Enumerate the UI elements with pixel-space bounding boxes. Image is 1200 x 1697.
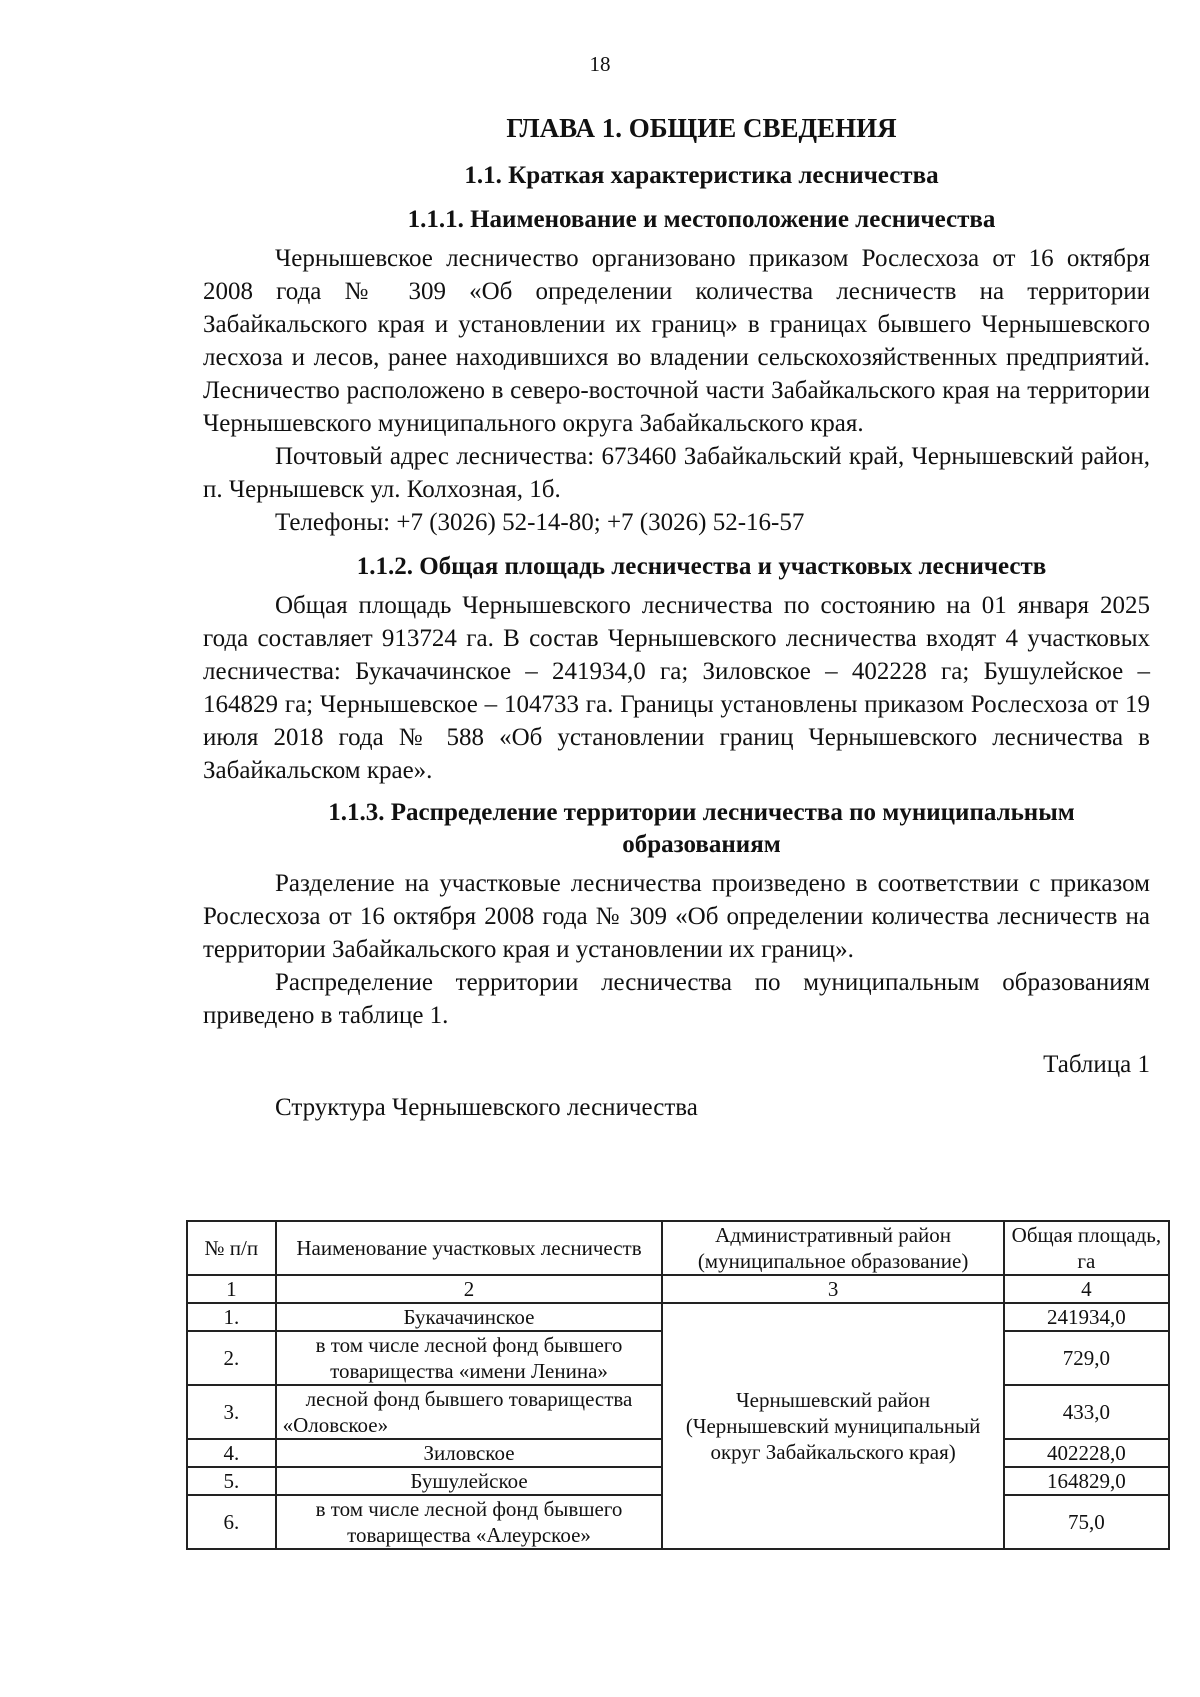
- area-value: 75,0: [1004, 1495, 1169, 1549]
- column-number: 2: [276, 1275, 663, 1303]
- header-cell: Наименование участковых лесничеств: [276, 1221, 663, 1275]
- column-number-row: [187, 1275, 1169, 1303]
- section-title-line: образованиям: [622, 831, 781, 858]
- column-number: 3: [662, 1275, 1003, 1303]
- paragraph: Распределение территории лесничества по муниципальным образованиям приведено в таблице 1.: [203, 969, 1150, 1029]
- row-number: 6.: [187, 1495, 276, 1549]
- section-title-line: 1.1.3. Распределение территории лесничества по муниципальным: [328, 799, 1075, 826]
- forestry-name: лесной фонд бывшего товарищества «Оловское»: [276, 1385, 663, 1439]
- forestry-name: Зиловское: [276, 1439, 663, 1467]
- forestry-name: Бушулейское: [276, 1467, 663, 1495]
- paragraph: Общая площадь Чернышевского лесничества по состоянию на 01 января 2025 года составляет 913724 га. В состав Чернышевского лесничества входят 4 участковых лесничества: Букачачинское – 241934,0 га; Зиловское – 402228 га; Бушулейское – 164829 га; Чернышевское – 104733 га. Границы установлены приказом Рослесхоза от 19 июля 2018 года № 588 «Об установлении границ Чернышевского лесничества в Забайкальском крае».: [203, 592, 1150, 784]
- row-number: 5.: [187, 1467, 276, 1495]
- chapter-title: ГЛАВА 1. ОБЩИЕ СВЕДЕНИЯ: [506, 113, 897, 143]
- section-title-1-1-2: 1.1.2. Общая площадь лесничества и участковых лесничеств: [356, 553, 1047, 580]
- structure-table: [186, 1220, 1170, 1550]
- paragraph: Почтовый адрес лесничества: 673460 Забайкальский край, Чернышевский район, п. Чернышевск ул. Колхозная, 1б.: [203, 443, 1150, 503]
- district-cell: Чернышевский район (Чернышевский муниципальный округ Забайкальского края): [662, 1303, 1003, 1549]
- forestry-name: в том числе лесной фонд бывшего товарищества «имени Ленина»: [276, 1331, 663, 1385]
- area-value: 433,0: [1004, 1385, 1169, 1439]
- row-number: 4.: [187, 1439, 276, 1467]
- section-title-1-1-1: 1.1.1. Наименование и местоположение лесничества: [407, 206, 996, 233]
- row-number: 3.: [187, 1385, 276, 1439]
- document-body: [203, 108, 1150, 1124]
- forestry-name: в том числе лесной фонд бывшего товарищества «Алеурское»: [276, 1495, 663, 1549]
- header-cell: № п/п: [187, 1221, 276, 1275]
- table-label: Таблица 1: [1043, 1051, 1150, 1078]
- header-cell: Общая площадь, га: [1004, 1221, 1169, 1275]
- column-number: 1: [187, 1275, 276, 1303]
- area-value: 164829,0: [1004, 1467, 1169, 1495]
- area-value: 241934,0: [1004, 1303, 1169, 1331]
- table-caption: Структура Чернышевского лесничества: [275, 1094, 698, 1121]
- column-number: 4: [1004, 1275, 1169, 1303]
- paragraph: Разделение на участковые лесничества произведено в соответствии с приказом Рослесхоза от 16 октября 2008 года № 309 «Об определении количества лесничеств на территории Забайкальского края и установлении их границ».: [203, 870, 1150, 963]
- header-cell: Административный район (муниципальное образование): [662, 1221, 1003, 1275]
- area-value: 729,0: [1004, 1331, 1169, 1385]
- page-number: 18: [589, 52, 611, 76]
- row-number: 2.: [187, 1331, 276, 1385]
- paragraph: Чернышевское лесничество организовано приказом Рослесхоза от 16 октября 2008 года № 309 «Об определении количества лесничеств на территории Забайкальского края и установлении их границ» в границах бывшего Чернышевского лесхоза и лесов, ранее находившихся во владении сельскохозяйственных предприятий. Лесничество расположено в северо-восточной части Забайкальского края на территории Чернышевского муниципального округа Забайкальского края.: [203, 245, 1150, 437]
- section-title-1-1: 1.1. Краткая характеристика лесничества: [464, 162, 939, 189]
- paragraph: Телефоны: +7 (3026) 52-14-80; +7 (3026) 52-16-57: [275, 509, 805, 536]
- table-header-row: [187, 1221, 1169, 1275]
- section-title-1-1-3: [253, 797, 1150, 861]
- area-value: 402228,0: [1004, 1439, 1169, 1467]
- row-number: 1.: [187, 1303, 276, 1331]
- forestry-name: Букачачинское: [276, 1303, 663, 1331]
- table-row: [187, 1303, 1169, 1331]
